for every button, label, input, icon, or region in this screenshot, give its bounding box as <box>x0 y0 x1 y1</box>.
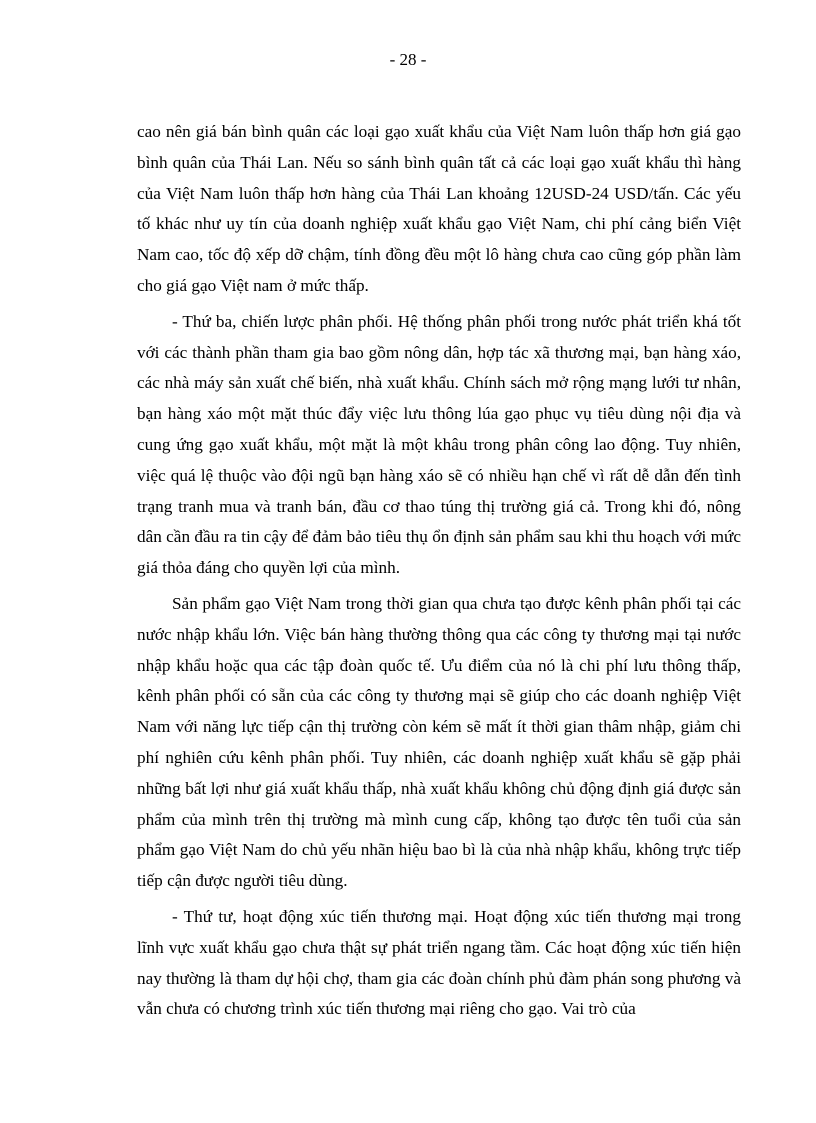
page-number: - 28 - <box>389 50 427 69</box>
body-text <box>137 117 741 1025</box>
paragraph-distribution-channels: Sản phẩm gạo Việt Nam trong thời gian qua chưa tạo được kênh phân phối tại các nước nhập khẩu lớn. Việc bán hàng thường thông qua các công ty thương mại tại nước nhập khẩu hoặc qua các tập đoàn quốc tế. Ưu điểm của nó là chi phí lưu thông thấp, kênh phân phối có sẵn của các công ty thương mại sẽ giúp cho các doanh nghiệp Việt Nam với năng lực tiếp cận thị trường còn kém sẽ mất ít thời gian thâm nhập, giảm chi phí nghiên cứu kênh phân phối. Tuy nhiên, các doanh nghiệp xuất khẩu sẽ gặp phải những bất lợi như giá xuất khẩu thấp, nhà xuất khẩu không chủ động định giá được sản phẩm của mình trên thị trường mà mình cung cấp, không tạo được tên tuổi của sản phẩm gạo Việt Nam do chủ yếu nhãn hiệu bao bì là của nhà nhập khẩu, không trực tiếp tiếp cận được người tiêu dùng. <box>137 593 741 891</box>
paragraph-distribution-strategy: - Thứ ba, chiến lược phân phối. Hệ thống phân phối trong nước phát triển khá tốt với các thành phần tham gia bao gồm nông dân, hợp tác xã thương mại, bạn hàng xáo, các nhà máy sản xuất chế biến, nhà xuất khẩu. Chính sách mở rộng mạng lưới tư nhân, bạn hàng xáo một mặt thúc đẩy việc lưu thông lúa gạo phục vụ tiêu dùng nội địa và cung ứng gạo xuất khẩu, một mặt là một khâu trong phân công lao động. Tuy nhiên, việc quá lệ thuộc vào đội ngũ bạn hàng xáo sẽ có nhiều hạn chế vì rất dễ dẫn đến tình trạng tranh mua và tranh bán, đầu cơ thao túng thị trường giá cả. Trong khi đó, nông dân cần đầu ra tin cậy để đảm bảo tiêu thụ ổn định sản phẩm sau khi thu hoạch với mức giá thỏa đáng cho quyền lợi của mình. <box>137 311 741 578</box>
paragraph-price-continuation: cao nên giá bán bình quân các loại gạo xuất khẩu của Việt Nam luôn thấp hơn giá gạo bình quân của Thái Lan. Nếu so sánh bình quân tất cả các loại gạo xuất khẩu thì hàng của Việt Nam luôn thấp hơn hàng của Thái Lan khoảng 12USD-24 USD/tấn. Các yếu tố khác như uy tín của doanh nghiệp xuất khẩu gạo Việt Nam, chi phí cảng biển Việt Nam cao, tốc độ xếp dỡ chậm, tính đồng đều một lô hàng chưa cao cũng góp phần làm cho giá gạo Việt nam ở mức thấp. <box>137 122 741 295</box>
paragraph-trade-promotion: - Thứ tư, hoạt động xúc tiến thương mại. Hoạt động xúc tiến thương mại trong lĩnh vực xuất khẩu gạo chưa thật sự phát triển ngang tầm. Các hoạt động xúc tiến hiện nay thường là tham dự hội chợ, tham gia các đoàn chính phủ đàm phán song phương và vẫn chưa có chương trình xúc tiến thương mại riêng cho gạo. Vai trò của <box>137 906 741 1019</box>
